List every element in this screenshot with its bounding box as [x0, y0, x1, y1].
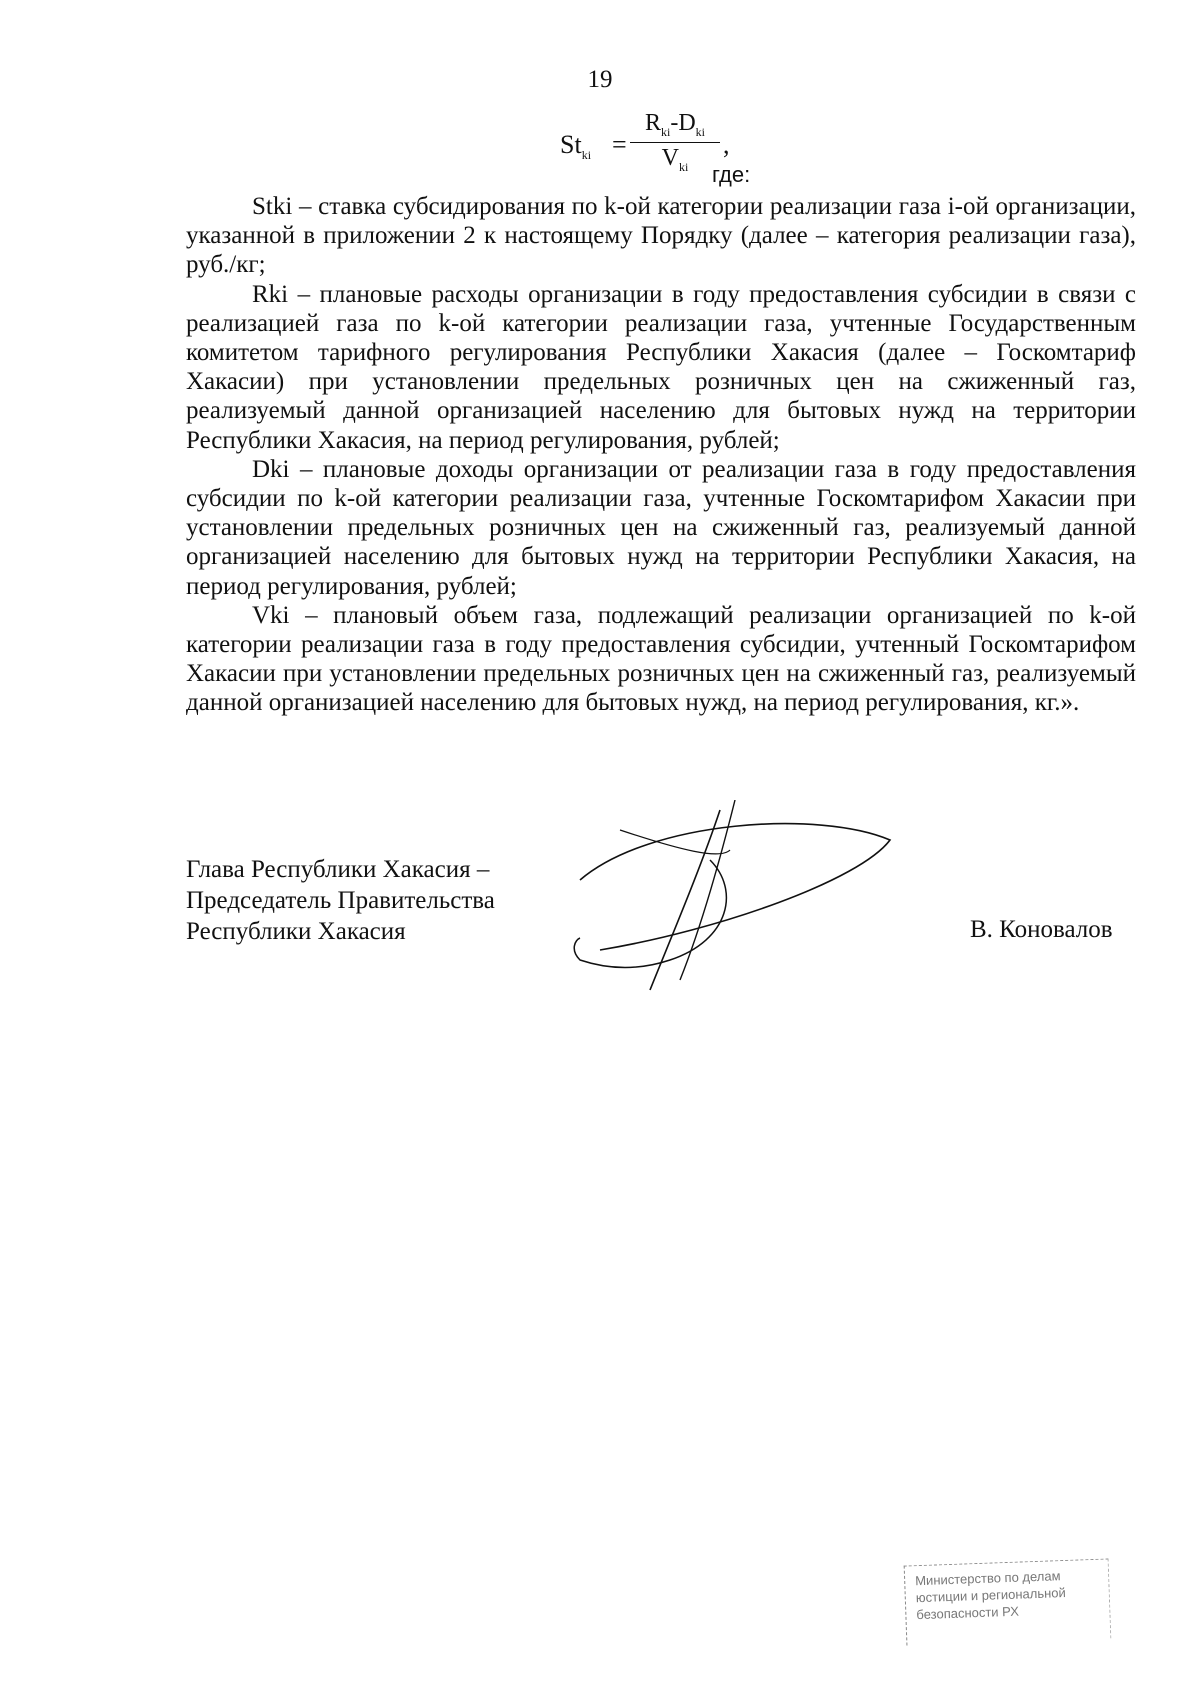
paragraph-dki: Dki – плановые доходы организации от реализации газа в году предоставления субсидии по k-ой категории реализации газа, учтенные Госкомтарифом Хакасии при установлении предельных розничных цен на сжиженный газ, реализуемый данной организацией населению для бытовых нужд на территории Республики Хакасия, на период регулирования, рублей;: [186, 455, 1136, 600]
paragraph-vki: Vki – плановый объем газа, подлежащий реализации организацией по k-ой категории реализации газа в году предоставления субсидии, учтенный Госкомтарифом Хакасии при установлении предельных розничных цен на сжиженный газ, реализуемый данной организацией населению для бытовых нужд, на период регулирования, кг.».: [186, 601, 1136, 717]
signer-name: В. Коновалов: [970, 916, 1113, 943]
signature-title: [186, 854, 495, 947]
formula-equals: =: [612, 130, 627, 159]
formula-numerator: $R_{ki}-D_{ki}$: [630, 110, 720, 143]
signature-title-line2: Председатель Правительства: [186, 887, 495, 914]
stamp-line3: безопасности РХ: [916, 1603, 1020, 1623]
formula: [560, 110, 800, 190]
handwritten-signature: [560, 800, 900, 1000]
stamp-line2: юстиции и региональной: [915, 1584, 1067, 1606]
signature-title-line1: Глава Республики Хакасия –: [186, 856, 490, 883]
paragraph-rki: Rki – плановые расходы организации в году предоставления субсидии в связи с реализацией газа по k-ой категории реализации газа, учтенные Государственным комитетом тарифного регулирования Республики Хакасия (далее – Госкомтариф Хакасии) при установлении предельных розничных цен на сжиженный газ, реализуемый данной организацией населению для бытовых нужд на территории Республики Хакасия, на период регулирования, рублей;: [186, 280, 1136, 454]
stamp-line1: Министерство по делам: [914, 1568, 1061, 1589]
body-text: [186, 192, 1136, 718]
formula-lhs: $St_{ki}$: [560, 130, 592, 163]
page-number: 19: [587, 66, 613, 93]
formula-where: где:: [712, 162, 751, 187]
formula-fraction: [630, 110, 720, 175]
formula-denominator: $V_{ki}$: [661, 144, 689, 174]
registration-stamp: [904, 1558, 1112, 1645]
formula-comma: ,: [723, 130, 730, 159]
signature-title-line3: Республики Хакасия: [186, 918, 406, 945]
paragraph-stki: Stki – ставка субсидирования по k-ой категории реализации газа i-ой организации, указанной в приложении 2 к настоящему Порядку (далее – категория реализации газа), руб./кг;: [186, 193, 1136, 279]
